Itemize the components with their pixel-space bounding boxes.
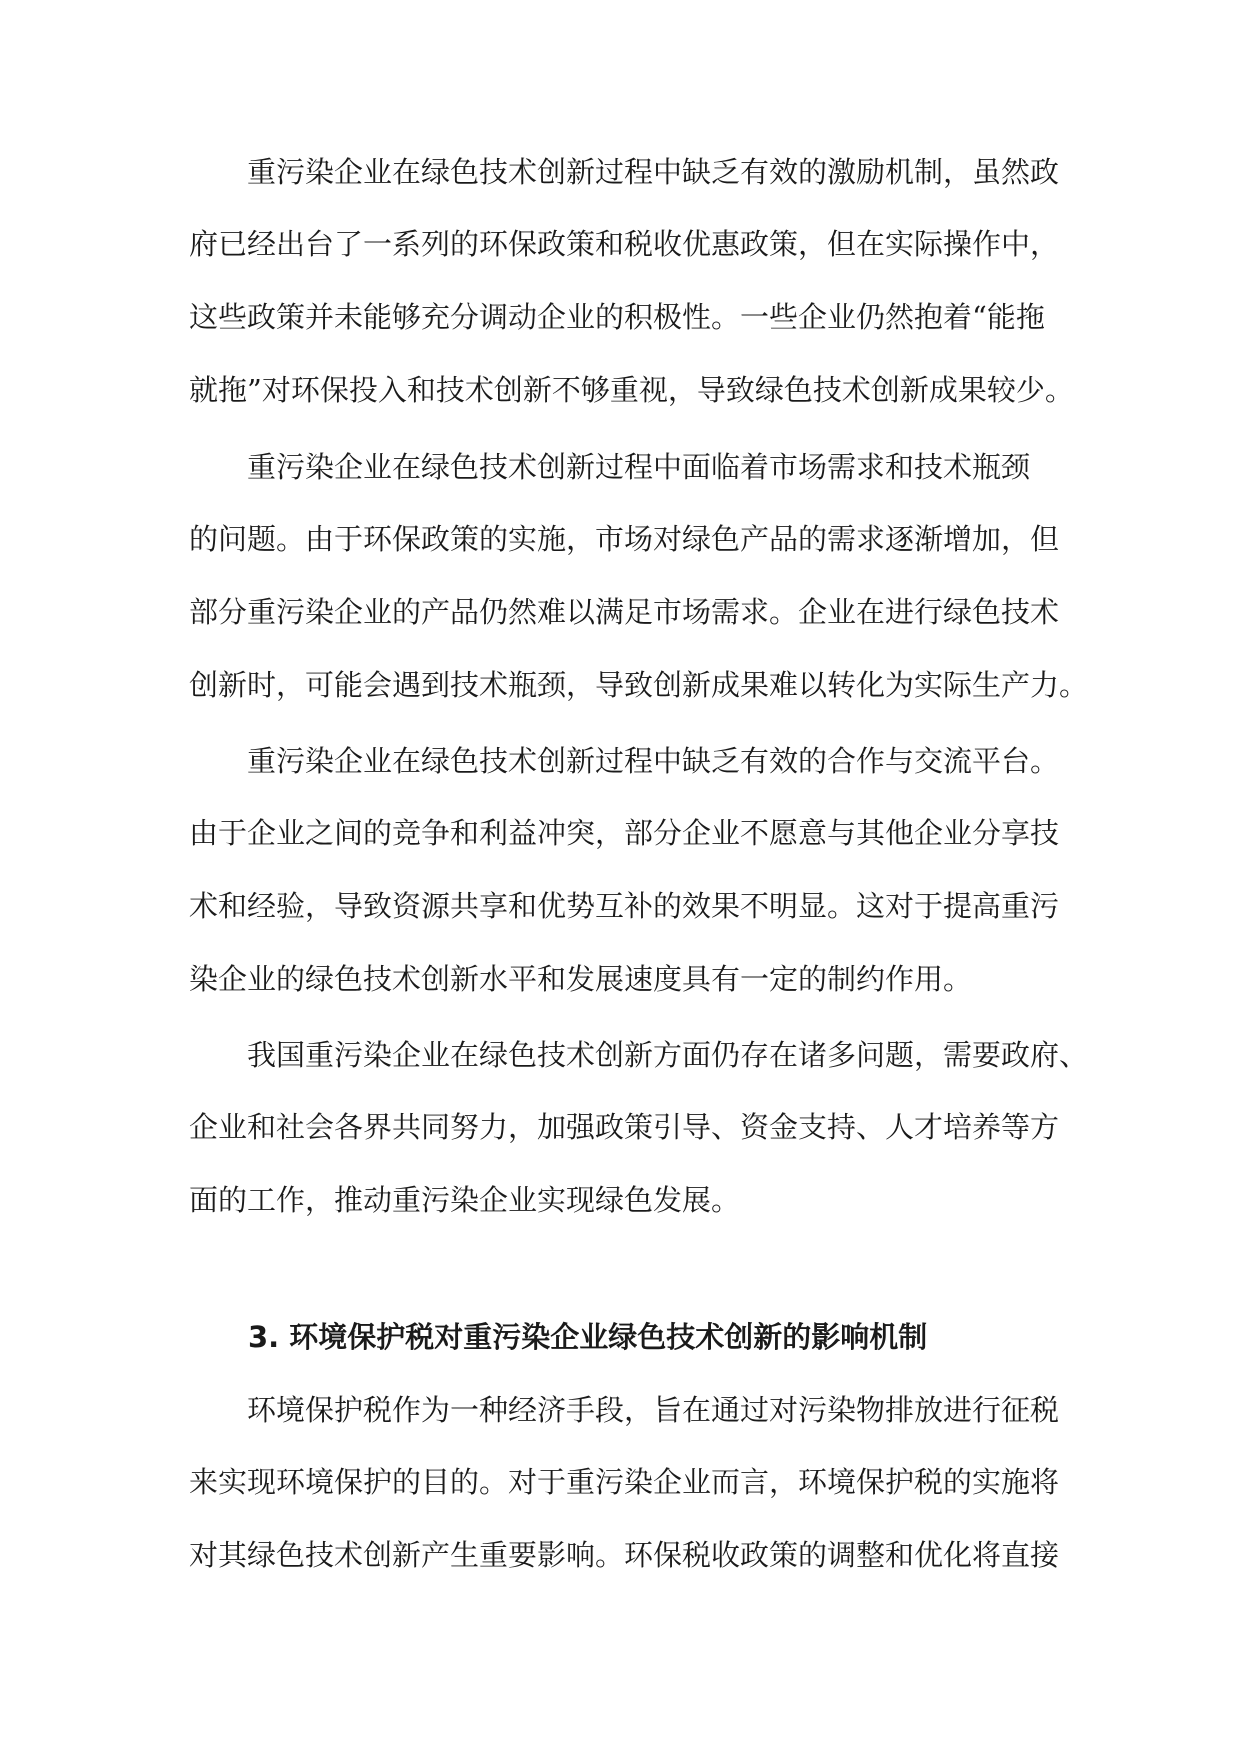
paragraph-line: 企业和社会各界共同努力，加强政策引导、资金支持、人才培养等方 [189, 1110, 1060, 1144]
paragraph-line: 府已经出台了一系列的环保政策和税收优惠政策，但在实际操作中， [189, 227, 1060, 261]
paragraph-line: 这些政策并未能够充分调动企业的积极性。一些企业仍然抱着“能拖 [189, 300, 1045, 334]
paragraph-line: 来实现环境保护的目的。对于重污染企业而言，环境保护税的实施将 [189, 1465, 1060, 1499]
paragraph-line: 部分重污染企业的产品仍然难以满足市场需求。企业在进行绿色技术 [189, 595, 1060, 629]
paragraph-line: 创新时，可能会遇到技术瓶颈，导致创新成果难以转化为实际生产力。 [189, 668, 1089, 702]
section-heading: 3. 环境保护税对重污染企业绿色技术创新的影响机制 [248, 1320, 928, 1354]
paragraph-line: 重污染企业在绿色技术创新过程中缺乏有效的合作与交流平台。 [247, 744, 1060, 778]
paragraph-line: 由于企业之间的竞争和利益冲突，部分企业不愿意与其他企业分享技 [189, 816, 1060, 850]
paragraph-line: 术和经验，导致资源共享和优势互补的效果不明显。这对于提高重污 [189, 889, 1060, 923]
paragraph-line: 重污染企业在绿色技术创新过程中缺乏有效的激励机制，虽然政 [247, 155, 1060, 189]
paragraph-line: 染企业的绿色技术创新水平和发展速度具有一定的制约作用。 [189, 962, 973, 996]
paragraph-line: 就拖”对环保投入和技术创新不够重视，导致绿色技术创新成果较少。 [189, 373, 1074, 407]
paragraph-line: 我国重污染企业在绿色技术创新方面仍存在诸多问题，需要政府、 [247, 1038, 1089, 1072]
paragraph-line: 对其绿色技术创新产生重要影响。环保税收政策的调整和优化将直接 [189, 1538, 1060, 1572]
paragraph-line: 的问题。由于环保政策的实施，市场对绿色产品的需求逐渐增加，但 [189, 522, 1060, 556]
paragraph-line: 重污染企业在绿色技术创新过程中面临着市场需求和技术瓶颈 [247, 450, 1031, 484]
paragraph-line: 环境保护税作为一种经济手段，旨在通过对污染物排放进行征税 [247, 1393, 1060, 1427]
paragraph-line: 面的工作，推动重污染企业实现绿色发展。 [189, 1183, 741, 1217]
